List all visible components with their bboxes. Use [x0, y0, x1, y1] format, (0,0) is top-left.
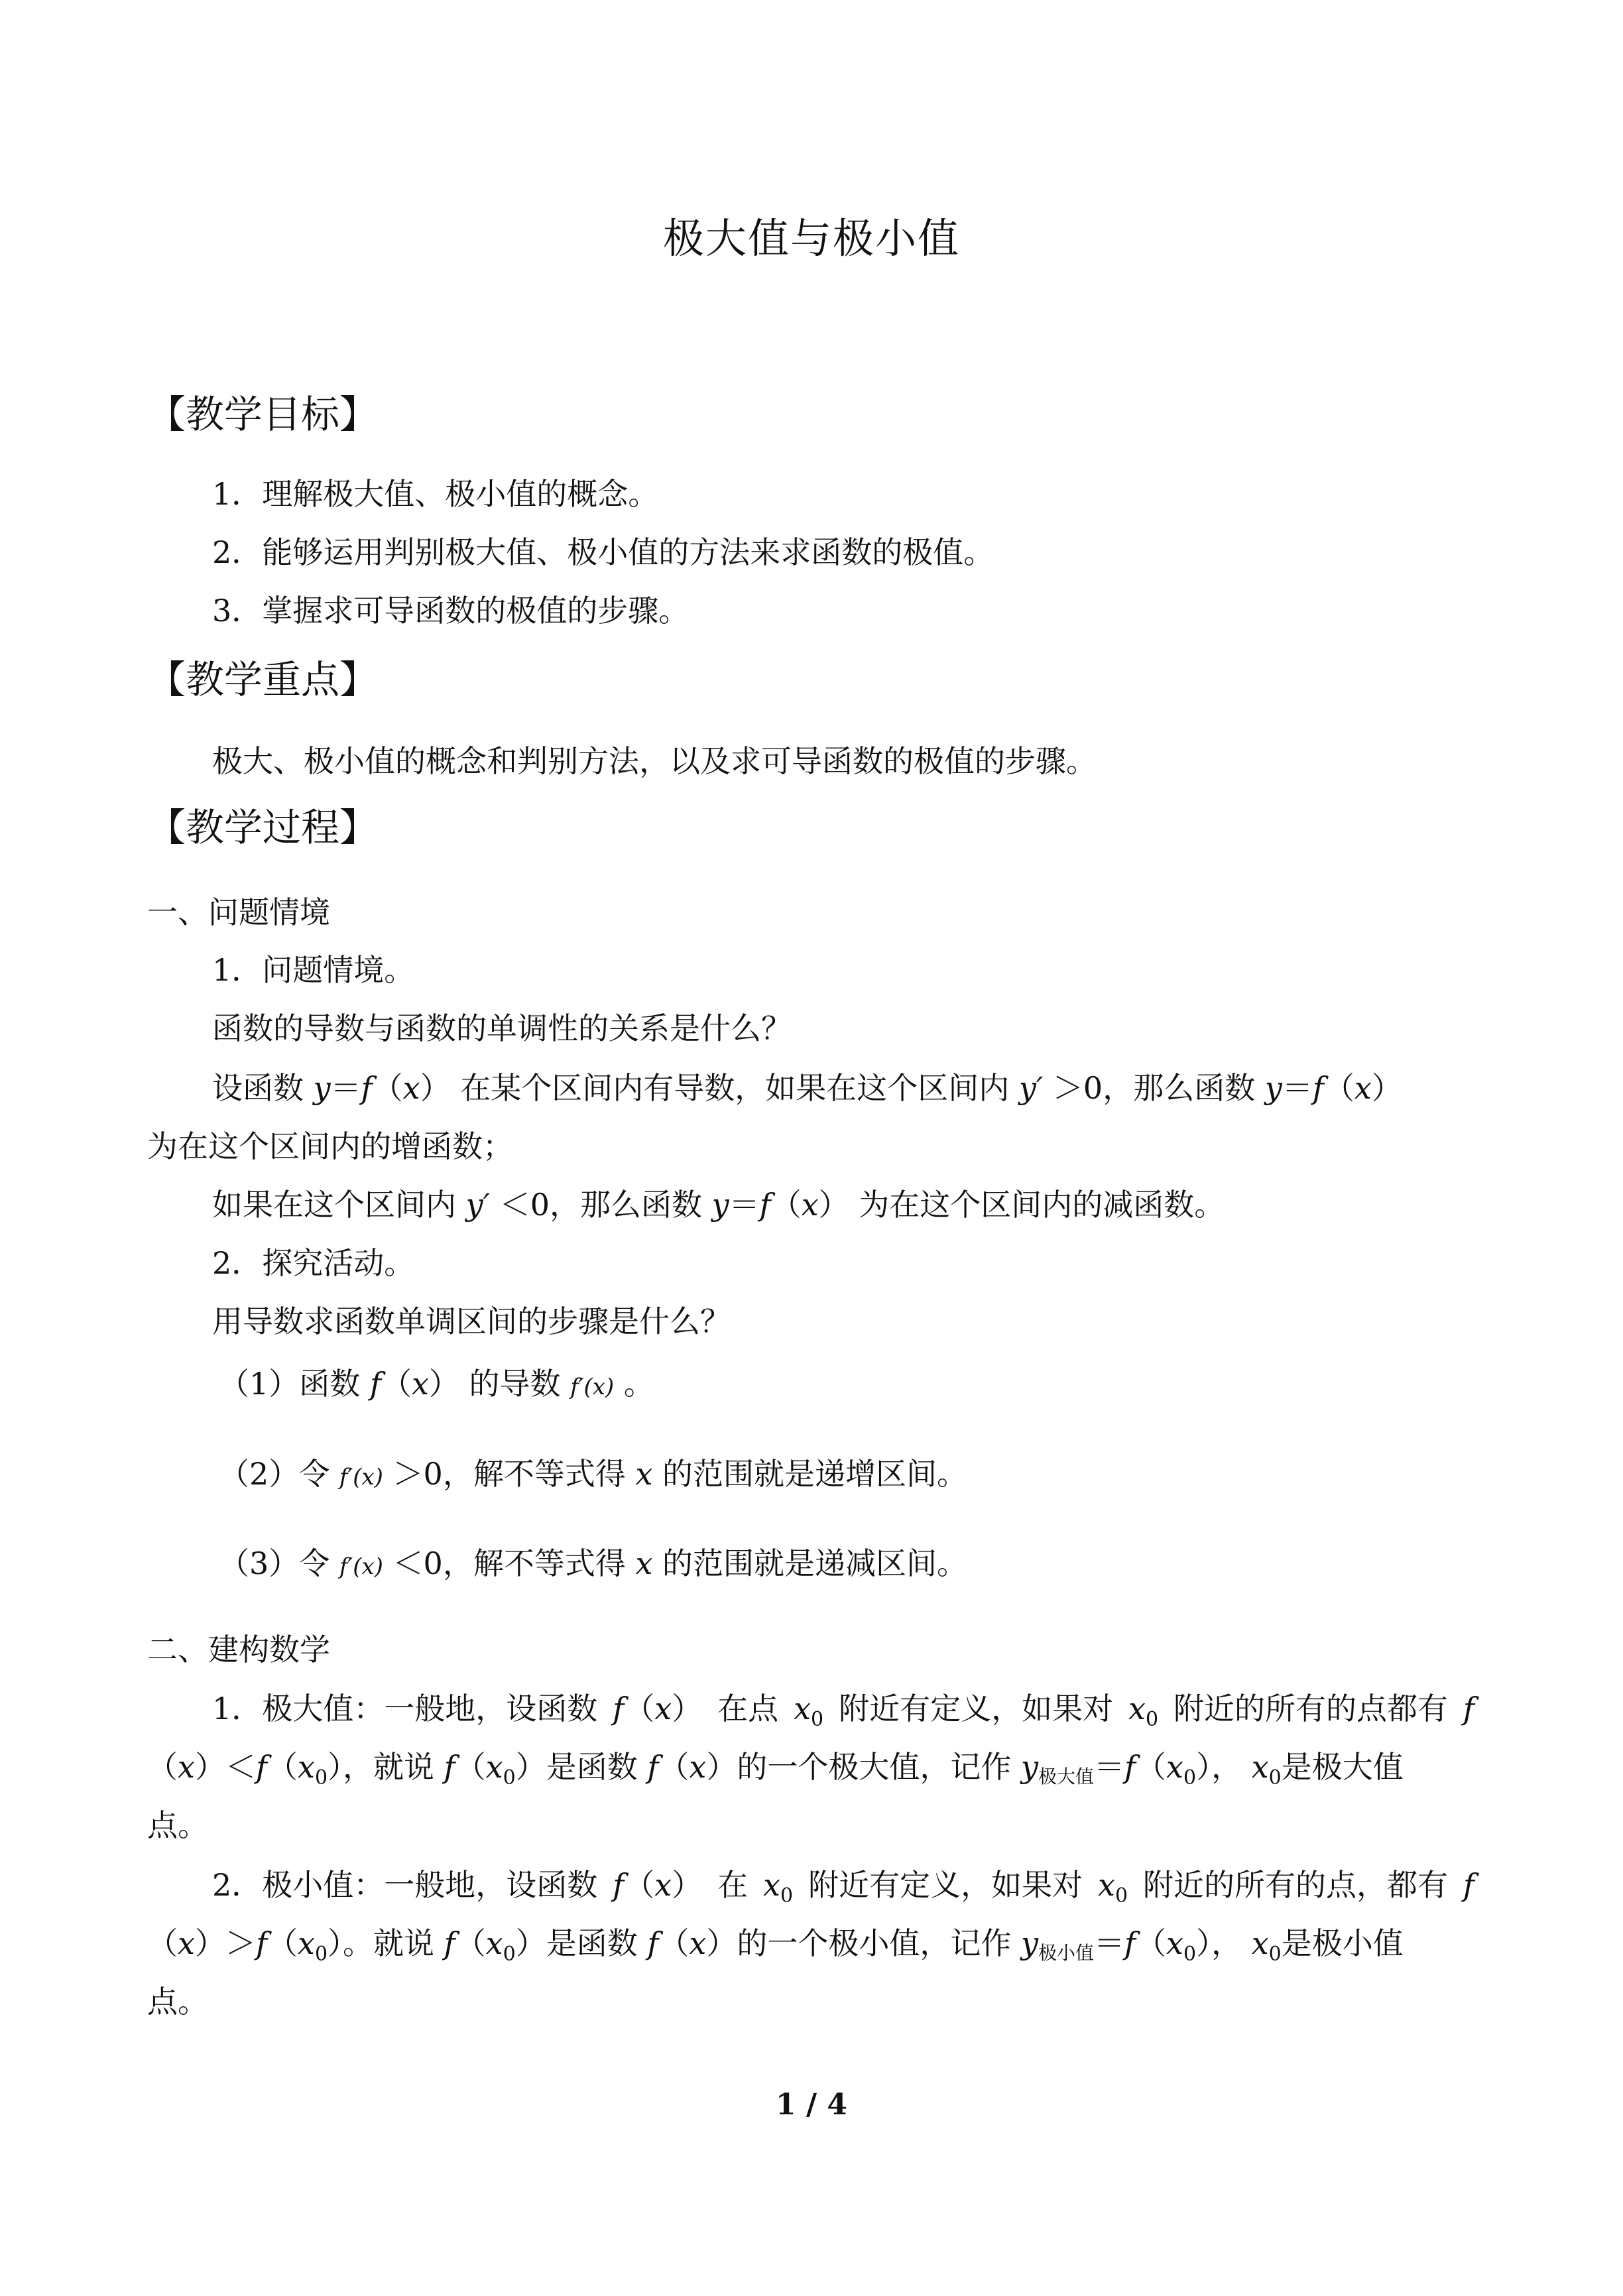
- definition-maximum-line1: 1．极大值：一般地，设函数 f（x） 在点 $x_0$ 附近有定义，如果对 $x_0$ 附近的所有的点都有 f: [212, 1691, 1474, 1731]
- step-3: （3）令 f′(x) ＜0，解不等式得 x 的范围就是递减区间。: [219, 1545, 968, 1581]
- definition-minimum-line1: 2．极小值：一般地，设函数 f（x） 在 $x_0$ 附近有定义，如果对 $x_0$ 附近的所有的点，都有 f: [212, 1867, 1474, 1907]
- paragraph-decreasing: 如果在这个区间内 y′ ＜0，那么函数 y＝f（x） 为在这个区间内的减函数。: [212, 1187, 1225, 1223]
- paragraph-increasing-cont: 为在这个区间内的增函数；: [147, 1128, 513, 1164]
- goal-item-3: 3．掌握求可导函数的极值的步骤。: [212, 593, 690, 629]
- focus-text: 极大、极小值的概念和判别方法，以及求可导函数的极值的步骤。: [212, 743, 1097, 779]
- step-2: （2）令 f′(x) ＞0，解不等式得 x 的范围就是递增区间。: [219, 1456, 968, 1492]
- part1-item2: 2．探究活动。: [212, 1245, 415, 1281]
- section-heading-focus: 【教学重点】: [147, 657, 379, 702]
- part1-heading: 一、问题情境: [147, 894, 330, 930]
- question-steps: 用导数求函数单调区间的步骤是什么？: [212, 1303, 731, 1339]
- section-heading-process: 【教学过程】: [147, 805, 379, 850]
- goal-item-1: 1．理解极大值、极小值的概念。: [212, 476, 659, 512]
- paragraph-increasing: 设函数 y＝f（x） 在某个区间内有导数，如果在这个区间内 y′ ＞0，那么函数 y＝f（x）: [212, 1070, 1402, 1106]
- page-title: 极大值与极小值: [662, 214, 960, 263]
- definition-maximum-line3: 点。: [147, 1807, 208, 1843]
- step-1: （1）函数 f（x） 的导数 f′(x) 。: [219, 1366, 654, 1402]
- definition-minimum-line2: $(x)>f(x_0)$。就说 $f(x_0)$是函数 f（x）的一个极小值，记作 y极小值$=f(x_0)$， $x_0$是极小值: [147, 1925, 1404, 1966]
- definition-maximum-line2: $(x)<f(x_0)$，就说 $f(x_0)$是函数 f（x）的一个极大值，记作 y极大值$=f(x_0)$， $x_0$是极大值: [147, 1749, 1404, 1789]
- part2-heading: 二、建构数学: [147, 1632, 330, 1667]
- part1-item1: 1．问题情境。: [212, 952, 415, 988]
- page-number: 1 / 4: [776, 2088, 847, 2122]
- question-monotonicity: 函数的导数与函数的单调性的关系是什么？: [212, 1010, 792, 1046]
- goal-item-2: 2．能够运用判别极大值、极小值的方法来求函数的极值。: [212, 534, 994, 570]
- section-heading-goals: 【教学目标】: [147, 392, 379, 437]
- definition-minimum-line3: 点。: [147, 1984, 208, 2020]
